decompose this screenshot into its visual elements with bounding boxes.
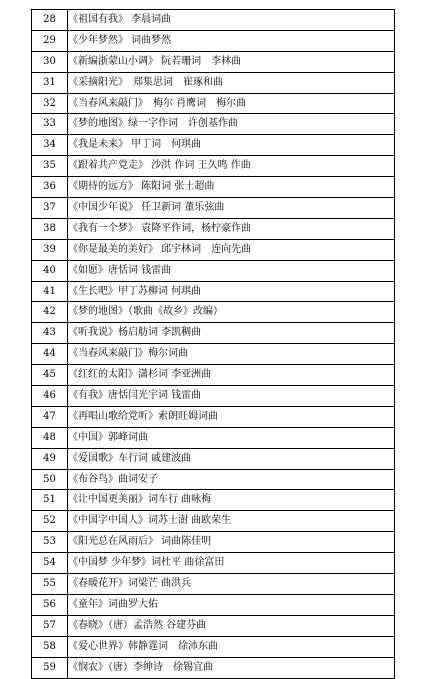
- song-title-cell: 《再唱山歌给党听》索朗旺姆词曲: [68, 406, 395, 427]
- row-number: 39: [32, 239, 68, 260]
- table-row: [32, 260, 395, 281]
- table-row: [32, 553, 395, 574]
- row-number: 33: [32, 114, 68, 135]
- row-number: 36: [32, 177, 68, 198]
- table-row: [32, 386, 395, 407]
- row-number: 43: [32, 323, 68, 344]
- table-row: [32, 344, 395, 365]
- song-title-cell: 《如愿》唐恬词 钱雷曲: [68, 260, 395, 281]
- song-title-cell: 《有我》唐恬闫光宇词 钱雷曲: [68, 386, 395, 407]
- row-number: 49: [32, 448, 68, 469]
- song-title-cell: 《你是最美的美好》 邱宇林词 连向先曲: [68, 239, 395, 260]
- song-title-cell: 《中国梦 少年梦》词杜平 曲徐富田: [68, 553, 395, 574]
- row-number: 32: [32, 93, 68, 114]
- song-title-cell: 《春暖花开》词梁芒 曲洪兵: [68, 574, 395, 595]
- row-number: 53: [32, 532, 68, 553]
- table-row: [32, 198, 395, 219]
- table-row: [32, 615, 395, 636]
- table-row: [32, 218, 395, 239]
- row-number: 56: [32, 594, 68, 615]
- row-number: 47: [32, 406, 68, 427]
- row-number: 45: [32, 365, 68, 386]
- table-row: [32, 72, 395, 93]
- table-row: [32, 594, 395, 615]
- song-title-cell: 《祖国有我》 李晨词曲: [68, 10, 395, 31]
- table-row: [32, 532, 395, 553]
- row-number: 30: [32, 51, 68, 72]
- table-row: [32, 302, 395, 323]
- song-title-cell: 《春晓》（唐）孟浩然 谷建芬曲: [68, 615, 395, 636]
- table-row: [32, 574, 395, 595]
- table-row: [32, 156, 395, 177]
- song-title-cell: 《当春风来敲门》梅尔词曲: [68, 344, 395, 365]
- song-title-cell: 《听我说》杨启舫词 李凯稠曲: [68, 323, 395, 344]
- table-row: [32, 427, 395, 448]
- table-row: [32, 114, 395, 135]
- song-title-cell: 《悯农》（唐）李绅诗 徐锡宜曲: [68, 657, 395, 678]
- row-number: 48: [32, 427, 68, 448]
- table-row: [32, 239, 395, 260]
- row-number: 55: [32, 574, 68, 595]
- song-title-cell: 《我是未来》 甲丁词 何琪曲: [68, 135, 395, 156]
- song-title-cell: 《期待的远方》 陈阳词 张士超曲: [68, 177, 395, 198]
- song-title-cell: 《布谷鸟》曲词安子: [68, 469, 395, 490]
- table-row: [32, 93, 395, 114]
- row-number: 35: [32, 156, 68, 177]
- table-row: [32, 30, 395, 51]
- song-title-cell: 《让中国更美丽》词车行 曲咏梅: [68, 490, 395, 511]
- row-number: 50: [32, 469, 68, 490]
- table-row: [32, 135, 395, 156]
- table-row: [32, 281, 395, 302]
- row-number: 58: [32, 636, 68, 657]
- song-title-cell: 《中国》郭峰词曲: [68, 427, 395, 448]
- table-row: [32, 469, 395, 490]
- row-number: 46: [32, 386, 68, 407]
- row-number: 38: [32, 218, 68, 239]
- song-title-cell: 《梦的地图》绿一字作词 许创基作曲: [68, 114, 395, 135]
- row-number: 44: [32, 344, 68, 365]
- table-row: [32, 636, 395, 657]
- song-title-cell: 《爱国歌》车行词 戚建波曲: [68, 448, 395, 469]
- row-number: 54: [32, 553, 68, 574]
- song-title-cell: 《我有一个梦》 袁降平作词，杨柠豪作曲: [68, 218, 395, 239]
- song-title-cell: 《童年》词曲罗大佑: [68, 594, 395, 615]
- table-row: [32, 365, 395, 386]
- table-row: [32, 490, 395, 511]
- song-list-table: [31, 9, 395, 679]
- row-number: 41: [32, 281, 68, 302]
- song-title-cell: 《中国字中国人》词苏士澍 曲欧荣生: [68, 511, 395, 532]
- table-row: [32, 51, 395, 72]
- song-list-body: [32, 10, 395, 679]
- song-title-cell: 《跟着共产党走》 沙洪 作词 王久鸣 作曲: [68, 156, 395, 177]
- table-row: [32, 323, 395, 344]
- table-row: [32, 10, 395, 31]
- table-row: [32, 406, 395, 427]
- song-title-cell: 《梦的地图》（歌曲《故乡》改编）: [68, 302, 395, 323]
- row-number: 51: [32, 490, 68, 511]
- row-number: 57: [32, 615, 68, 636]
- table-row: [32, 177, 395, 198]
- song-title-cell: 《采摘阳光》 郑集思词 崔琢和曲: [68, 72, 395, 93]
- table-row: [32, 657, 395, 678]
- row-number: 52: [32, 511, 68, 532]
- row-number: 37: [32, 198, 68, 219]
- row-number: 59: [32, 657, 68, 678]
- table-row: [32, 511, 395, 532]
- row-number: 29: [32, 30, 68, 51]
- song-title-cell: 《新编浙蒙山小调》 阮若珊词 李林曲: [68, 51, 395, 72]
- row-number: 28: [32, 10, 68, 31]
- row-number: 40: [32, 260, 68, 281]
- row-number: 31: [32, 72, 68, 93]
- song-title-cell: 《生长吧》甲丁苏柳词 何琪曲: [68, 281, 395, 302]
- table-row: [32, 448, 395, 469]
- row-number: 34: [32, 135, 68, 156]
- row-number: 42: [32, 302, 68, 323]
- song-title-cell: 《阳光总在风雨后》 词曲陈佳明: [68, 532, 395, 553]
- song-title-cell: 《中国少年说》 任卫新词 董乐弦曲: [68, 198, 395, 219]
- song-title-cell: 《红红的太阳》潇杉词 李亚洲曲: [68, 365, 395, 386]
- song-title-cell: 《爱心世界》韩静霆词 徐沛东曲: [68, 636, 395, 657]
- song-title-cell: 《少年梦然》 词曲梦然: [68, 30, 395, 51]
- song-title-cell: 《当春风来敲门》 梅尔 肖鹰词 梅尔曲: [68, 93, 395, 114]
